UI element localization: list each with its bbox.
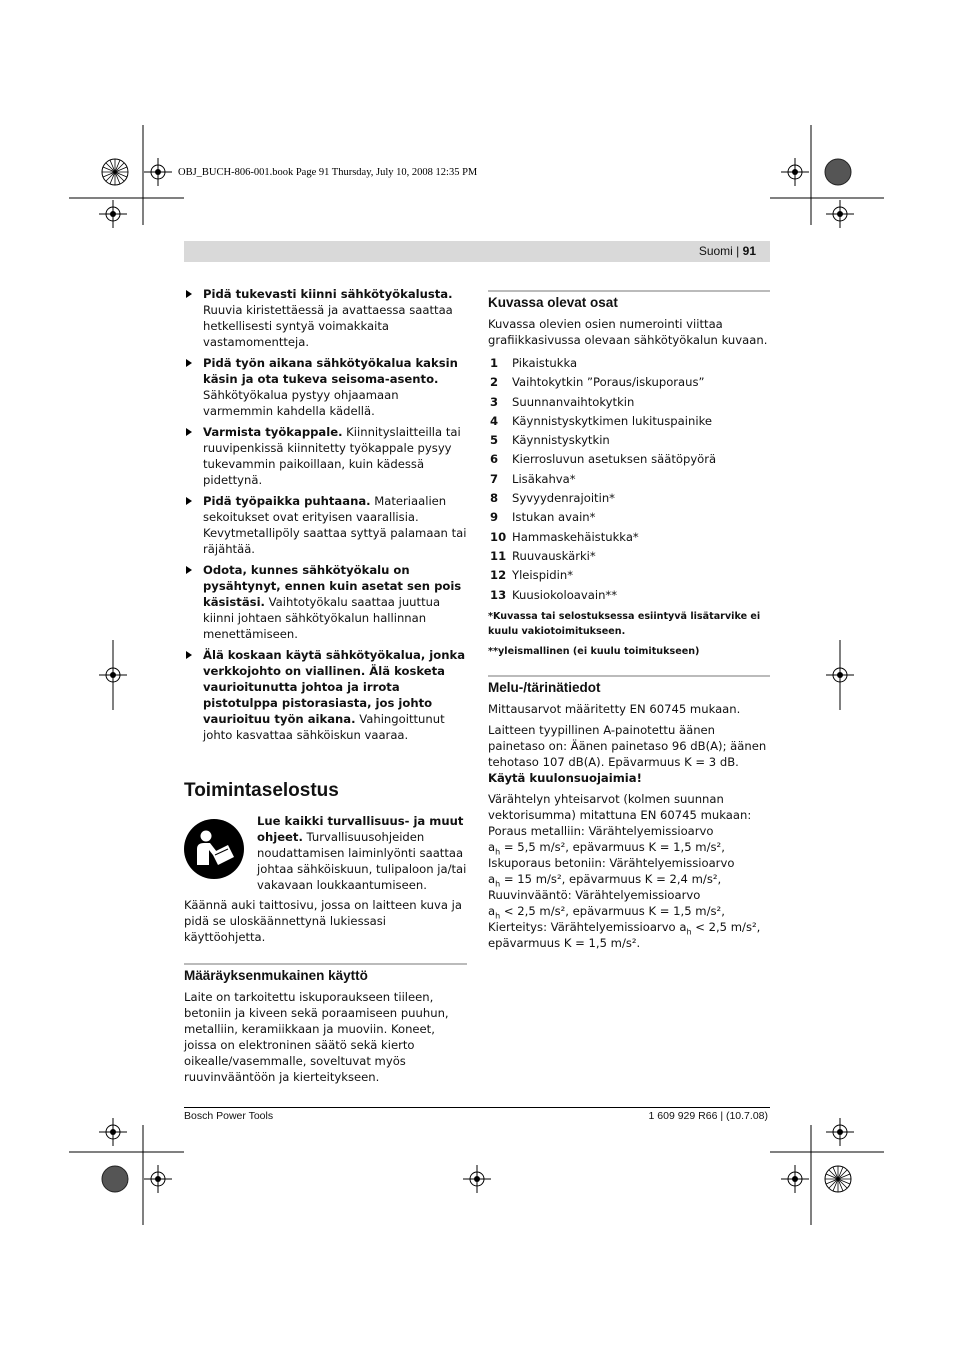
part-label: Lisäkahva*	[512, 471, 576, 486]
fold-out-text: Käännä auki taittosivu, jossa on laitteen kuva ja pidä se uloskäännettynä lukiessasi käyttöohjetta.	[184, 898, 462, 944]
part-label: Vaihtokytkin ”Poraus/iskuporaus”	[512, 375, 705, 390]
right-column	[488, 290, 770, 956]
bullet-text: Ruuvia kiristettäessä ja avattaessa saattaa hetkellisesti syntyä voimakkaita vastamomentteja.	[203, 303, 453, 349]
part-label: Syvyydenrajoitin*	[512, 491, 615, 506]
part-label: Istukan avain*	[512, 510, 596, 525]
vibration-drill-label: Poraus metalliin: Värähtelyemissioarvo	[488, 823, 714, 838]
vibration-tap-label: Kierteitys: Värähtelyemissioarvo	[488, 919, 676, 934]
file-header: OBJ_BUCH-806-001.book Page 91 Thursday, July 10, 2008 12:35 PM	[178, 167, 478, 178]
a-subscript: h	[495, 878, 501, 888]
part-label: Hammaskehäistukka*	[512, 529, 639, 544]
header-separator: |	[736, 244, 740, 258]
bullet-text: Vahingoittunut johto kasvattaa sähköiskun vaaraa.	[203, 712, 445, 742]
safety-bullet	[184, 355, 467, 419]
triangle-bullet-icon	[186, 566, 192, 574]
vibration-hammer-label: Iskuporaus betoniin: Värähtelyemissioarvo	[488, 855, 735, 870]
footer-rule	[184, 1107, 770, 1108]
vibration-tap-uncertainty: epävarmuus K = 1,5 m/s².	[488, 935, 641, 950]
bullet-text: Kiinnityslaitteilla tai ruuvipenkissä kiinnitetty työkappale pysyy tukevammin paikoillaan, kuin kädessä pidettynä.	[203, 425, 461, 487]
vibration-drill-values: = 5,5 m/s², epävarmuus K = 1,5 m/s²,	[503, 839, 725, 854]
part-label: Suunnanvaihtokytkin	[512, 394, 635, 409]
page-header	[699, 244, 756, 258]
a-subscript: h	[495, 910, 501, 920]
vibration-tap-values: < 2,5 m/s²,	[695, 919, 761, 934]
part-number: 1	[490, 356, 499, 370]
part-label: Käynnistyskytkimen lukituspainike	[512, 413, 712, 428]
part-item	[490, 374, 770, 390]
part-number: 3	[490, 394, 499, 409]
bullet-bold-text: Pidä työn aikana sähkötyökalua kaksin käsin ja ota tukeva seisoma-asento.	[203, 356, 458, 386]
part-item	[490, 490, 770, 506]
part-item	[490, 587, 770, 603]
read-manual-text: Turvallisuusohjeiden noudattamisen laiminlyönti saattaa johtaa sähköiskuun, tulipaloon ja/tai vakavaan loukkaantumiseen.	[257, 830, 467, 892]
read-manual-bold: Lue kaikki turvallisuus- ja muut ohjeet.	[257, 814, 464, 844]
safety-bullet	[184, 424, 467, 488]
part-item	[490, 471, 770, 487]
vibration-block	[488, 791, 770, 951]
footer-brand: Bosch Power Tools	[184, 1110, 274, 1122]
part-number: 4	[490, 413, 499, 428]
part-label: Kuusiokoloavain**	[512, 587, 618, 602]
part-label: Pikaistukka	[512, 356, 578, 370]
bullet-bold-text: Odota, kunnes sähkötyökalu on pysähtynyt, ennen kuin asetat sen pois käsistäsi.	[203, 563, 462, 609]
noise-levels-text: Laitteen tyypillinen A-painotettu äänen painetaso on: Äänen painetaso 96 dB(A); äänen tehotaso 107 dB(A). Epävarmuus K = 3 dB.	[488, 722, 767, 769]
part-label: Ruuvauskärki*	[512, 548, 596, 563]
vibration-screw-label: Ruuvinvääntö: Värähtelyemissioarvo	[488, 887, 701, 902]
safety-bullet	[184, 286, 467, 350]
bullet-bold-text: Pidä työpaikka puhtaana.	[203, 494, 371, 508]
intended-use-heading: Määräyksenmukainen käyttö	[184, 963, 467, 985]
noise-standard: Mittausarvot määritetty EN 60745 mukaan.	[488, 701, 741, 716]
safety-bullet	[184, 493, 467, 557]
part-number: 11	[490, 548, 507, 563]
safety-bullet-list	[184, 286, 467, 743]
triangle-bullet-icon	[186, 651, 192, 659]
bullet-text: Sähkötyökalua pystyy ohjaamaan varmemmin kahdella kädellä.	[203, 388, 399, 418]
bullet-bold-text: Pidä tukevasti kiinni sähkötyökalusta.	[203, 287, 453, 301]
page-header-bar	[184, 241, 770, 262]
safety-bullet	[184, 647, 467, 743]
triangle-bullet-icon	[186, 428, 192, 436]
a-symbol: a	[488, 871, 496, 886]
part-label: Käynnistyskytkin	[512, 433, 610, 448]
part-number: 6	[490, 452, 499, 467]
standard-note: **yleismallinen (ei kuulu toimitukseen)	[488, 645, 700, 657]
part-number: 12	[490, 568, 507, 583]
part-item	[490, 413, 770, 429]
hearing-protection-warning: Käytä kuulonsuojaimia!	[488, 770, 642, 785]
read-manual-block	[184, 813, 467, 893]
bullet-bold-text: Älä koskaan käytä sähkötyökalua, jonka verkkojohto on viallinen. Älä kosketa vaurioitunutta johtoa ja irrota pistotulppa pistorasiasta, jos johto vaurioituu työn aikana.	[203, 648, 466, 726]
part-item	[490, 394, 770, 410]
part-label: Kierrosluvun asetuksen säätöpyörä	[512, 452, 717, 467]
a-symbol: a	[488, 839, 496, 854]
a-subscript: h	[495, 846, 501, 856]
page-number: 91	[742, 244, 756, 258]
parts-intro: Kuvassa olevien osien numerointi viittaa grafiikkasivussa olevaan sähkötyökalun kuvaan.	[488, 317, 768, 347]
bullet-bold-text: Varmista työkappale.	[203, 425, 343, 439]
part-label: Yleispidin*	[512, 568, 574, 583]
part-item	[490, 548, 770, 564]
noise-levels	[488, 722, 770, 786]
header-language: Suomi	[698, 244, 733, 258]
part-item	[490, 432, 770, 448]
vibration-intro: Värähtelyn yhteisarvot (kolmen suunnan vektorisumma) mitattuna EN 60745 mukaan:	[488, 791, 752, 822]
triangle-bullet-icon	[186, 290, 192, 298]
safety-bullet	[184, 562, 467, 642]
left-column	[184, 286, 467, 1090]
triangle-bullet-icon	[186, 359, 192, 367]
a-symbol: a	[488, 903, 496, 918]
a-symbol: a	[679, 919, 687, 934]
part-item	[490, 567, 770, 583]
noise-heading: Melu-/tärinätiedot	[488, 675, 770, 697]
part-number: 13	[490, 587, 507, 602]
part-number: 2	[490, 375, 499, 390]
part-item	[490, 529, 770, 545]
part-item	[490, 509, 770, 525]
a-subscript: h	[686, 926, 692, 936]
vibration-screw-values: < 2,5 m/s², epävarmuus K = 1,5 m/s²,	[503, 903, 725, 918]
part-number: 8	[490, 491, 499, 506]
part-number: 5	[490, 433, 499, 448]
part-item	[490, 355, 770, 371]
part-number: 10	[490, 529, 507, 544]
parts-heading: Kuvassa olevat osat	[488, 290, 770, 312]
part-number: 7	[490, 471, 499, 486]
bullet-text: Materiaalien sekoitukset ovat erityisen vaarallisia. Kevytmetallipöly saattaa syttyä palamaan tai räjähtää.	[203, 494, 467, 556]
intended-use-text: Laite on tarkoitettu iskuporaukseen tiileen, betoniin ja kiveen sekä poraamiseen puuhun, metalliin, keramiikkaan ja muoviin. Koneet, joissa on elektroninen säätö sekä kierto oikealle/vasemmalle, soveltuvat myös ruuvinvääntöön ja kierteitykseen.	[184, 990, 449, 1084]
part-number: 9	[490, 510, 499, 525]
triangle-bullet-icon	[186, 497, 192, 505]
parts-list	[488, 355, 770, 603]
read-manual-icon	[184, 819, 244, 879]
part-item	[490, 451, 770, 467]
section-title: Toimintaselostus	[184, 780, 339, 801]
accessory-note: *Kuvassa tai selostuksessa esiintyvä lisätarvike ei kuulu vakiotoimitukseen.	[488, 610, 761, 637]
vibration-hammer-values: = 15 m/s², epävarmuus K = 2,4 m/s²,	[503, 871, 722, 886]
bullet-text: Vaihtotyökalu saattaa juuttua kiinni johtaen sähkötyökalun hallinnan menettämiseen.	[203, 595, 441, 641]
footer-doc-number: 1 609 929 R66 | (10.7.08)	[648, 1110, 768, 1122]
